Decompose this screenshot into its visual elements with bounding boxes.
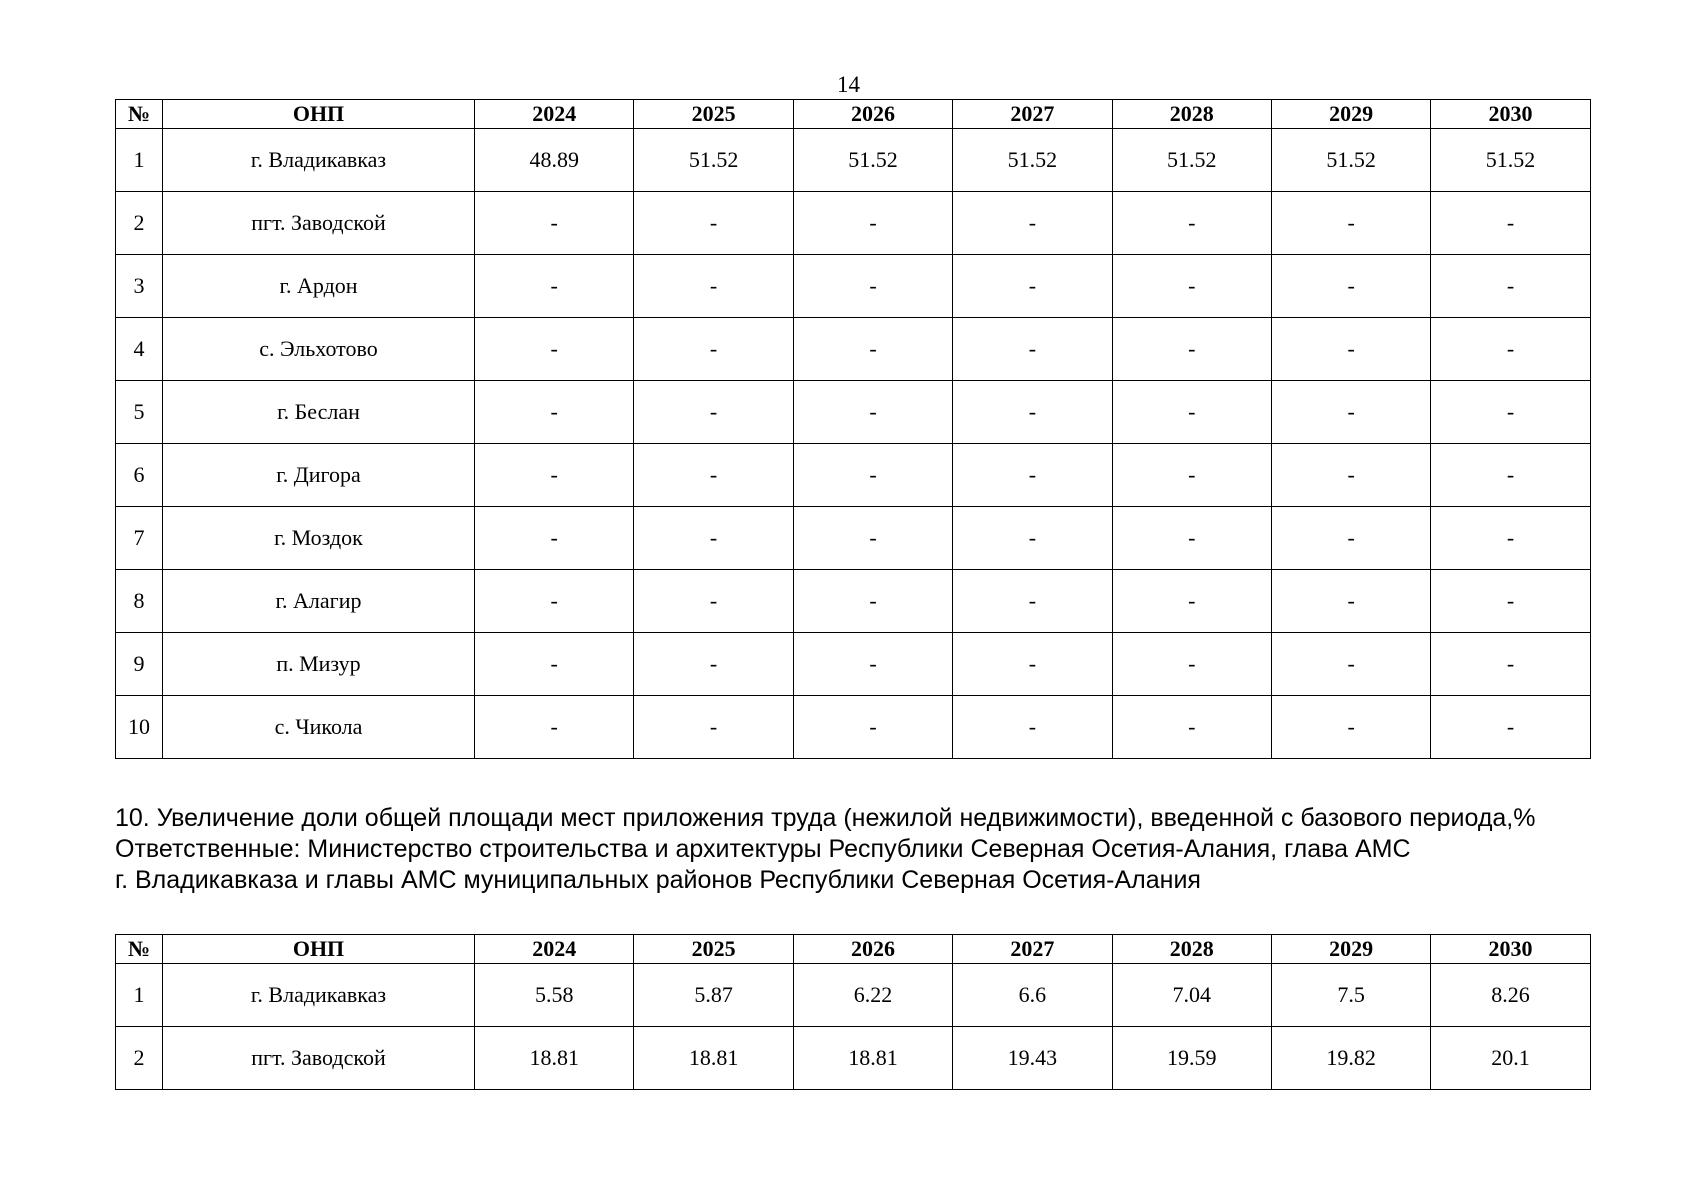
header-col-settlement: ОНП — [163, 935, 475, 964]
table-row — [116, 444, 1591, 507]
cell-col-year: - — [1271, 255, 1430, 318]
cell-col-year: - — [634, 696, 793, 759]
header-col-year: 2029 — [1271, 935, 1430, 964]
cell-col-year: - — [1112, 633, 1271, 696]
cell-col-year: 51.52 — [793, 129, 952, 192]
indicator-title: 10. Увеличение доли общей площади мест приложения труда (нежилой недвижимости), введенной с базового периода,% — [115, 804, 1536, 832]
cell-col-year: - — [1271, 633, 1430, 696]
cell-col-year: - — [1112, 570, 1271, 633]
cell-col-settlement: г. Ардон — [163, 255, 475, 318]
cell-col-year: 6.22 — [793, 964, 952, 1027]
header-col-year: 2030 — [1431, 100, 1590, 129]
cell-col-settlement: г. Владикавказ — [163, 129, 475, 192]
cell-col-year: - — [953, 381, 1112, 444]
cell-col-year: - — [634, 255, 793, 318]
cell-col-year: - — [953, 633, 1112, 696]
cell-col-number: 5 — [116, 381, 163, 444]
header-col-number: № — [116, 935, 163, 964]
indicator-table-10 — [115, 934, 1591, 1090]
cell-col-year: - — [634, 633, 793, 696]
cell-col-year: 5.58 — [475, 964, 634, 1027]
cell-col-year: 19.43 — [953, 1027, 1112, 1090]
cell-col-number: 6 — [116, 444, 163, 507]
cell-col-year: - — [793, 318, 952, 381]
cell-col-year: - — [634, 192, 793, 255]
cell-col-year: - — [1112, 507, 1271, 570]
cell-col-year: - — [793, 381, 952, 444]
table-row — [116, 633, 1591, 696]
header-col-year: 2025 — [634, 100, 793, 129]
table-row — [116, 192, 1591, 255]
cell-col-year: - — [475, 318, 634, 381]
cell-col-year: - — [475, 507, 634, 570]
table-row — [116, 318, 1591, 381]
cell-col-year: - — [475, 633, 634, 696]
cell-col-settlement: г. Алагир — [163, 570, 475, 633]
header-col-year: 2026 — [793, 935, 952, 964]
cell-col-year: - — [1271, 507, 1430, 570]
table-header-row — [116, 935, 1591, 964]
table-header-row — [116, 100, 1591, 129]
cell-col-number: 2 — [116, 1027, 163, 1090]
header-col-year: 2027 — [953, 100, 1112, 129]
table-row — [116, 1027, 1591, 1090]
cell-col-year: - — [634, 570, 793, 633]
cell-col-year: - — [1271, 381, 1430, 444]
cell-col-number: 4 — [116, 318, 163, 381]
cell-col-year: - — [953, 507, 1112, 570]
cell-col-year: - — [634, 444, 793, 507]
cell-col-settlement: г. Дигора — [163, 444, 475, 507]
cell-col-year: - — [634, 318, 793, 381]
cell-col-year: 18.81 — [793, 1027, 952, 1090]
cell-col-year: - — [1112, 444, 1271, 507]
cell-col-settlement: г. Владикавказ — [163, 964, 475, 1027]
cell-col-settlement: г. Беслан — [163, 381, 475, 444]
cell-col-year: - — [1112, 696, 1271, 759]
responsible-line-1: Ответственные: Министерство строительства и архитектуры Республики Северная Осетия-Алания, глава АМС — [115, 835, 1411, 863]
cell-col-year: 51.52 — [634, 129, 793, 192]
cell-col-year: - — [1431, 444, 1590, 507]
cell-col-number: 1 — [116, 129, 163, 192]
cell-col-year: - — [953, 696, 1112, 759]
cell-col-year: - — [1431, 381, 1590, 444]
cell-col-number: 10 — [116, 696, 163, 759]
header-col-number: № — [116, 100, 163, 129]
cell-col-year: 51.52 — [953, 129, 1112, 192]
table-row — [116, 964, 1591, 1027]
cell-col-year: - — [1112, 192, 1271, 255]
cell-col-year: - — [1112, 318, 1271, 381]
cell-col-year: - — [1112, 255, 1271, 318]
cell-col-settlement: п. Мизур — [163, 633, 475, 696]
cell-col-year: - — [1431, 507, 1590, 570]
header-col-year: 2027 — [953, 935, 1112, 964]
cell-col-year: - — [953, 192, 1112, 255]
cell-col-year: - — [793, 633, 952, 696]
cell-col-settlement: с. Чикола — [163, 696, 475, 759]
header-col-year: 2028 — [1112, 100, 1271, 129]
indicator-table-9 — [115, 99, 1591, 759]
table-row — [116, 507, 1591, 570]
cell-col-number: 3 — [116, 255, 163, 318]
cell-col-year: - — [1431, 318, 1590, 381]
cell-col-year: - — [953, 444, 1112, 507]
cell-col-year: 7.04 — [1112, 964, 1271, 1027]
responsible-line-2: г. Владикавказа и главы АМС муниципальных районов Республики Северная Осетия-Алания — [115, 866, 1201, 894]
cell-col-settlement: г. Моздок — [163, 507, 475, 570]
cell-col-year: - — [475, 192, 634, 255]
cell-col-year: - — [793, 507, 952, 570]
cell-col-year: - — [953, 570, 1112, 633]
header-col-year: 2024 — [475, 100, 634, 129]
cell-col-year: - — [1271, 570, 1430, 633]
cell-col-number: 2 — [116, 192, 163, 255]
cell-col-year: - — [1431, 633, 1590, 696]
cell-col-year: 18.81 — [634, 1027, 793, 1090]
cell-col-year: - — [475, 255, 634, 318]
cell-col-year: - — [1431, 192, 1590, 255]
cell-col-year: - — [1271, 318, 1430, 381]
cell-col-settlement: с. Эльхотово — [163, 318, 475, 381]
cell-col-year: - — [475, 696, 634, 759]
cell-col-year: 51.52 — [1112, 129, 1271, 192]
cell-col-year: - — [1431, 570, 1590, 633]
cell-col-year: - — [953, 255, 1112, 318]
cell-col-year: 19.82 — [1271, 1027, 1430, 1090]
cell-col-year: 8.26 — [1431, 964, 1590, 1027]
cell-col-year: - — [1271, 192, 1430, 255]
cell-col-year: - — [793, 192, 952, 255]
cell-col-settlement: пгт. Заводской — [163, 1027, 475, 1090]
cell-col-year: 18.81 — [475, 1027, 634, 1090]
header-col-year: 2025 — [634, 935, 793, 964]
section-10-heading — [115, 803, 1595, 896]
table-row — [116, 255, 1591, 318]
cell-col-year: 6.6 — [953, 964, 1112, 1027]
cell-col-number: 1 — [116, 964, 163, 1027]
header-col-year: 2028 — [1112, 935, 1271, 964]
header-col-year: 2029 — [1271, 100, 1430, 129]
cell-col-year: 20.1 — [1431, 1027, 1590, 1090]
table-row — [116, 129, 1591, 192]
cell-col-year: - — [793, 570, 952, 633]
table-row — [116, 696, 1591, 759]
cell-col-year: - — [793, 255, 952, 318]
cell-col-year: - — [1271, 444, 1430, 507]
cell-col-settlement: пгт. Заводской — [163, 192, 475, 255]
page-number: 14 — [837, 72, 860, 97]
header-col-year: 2030 — [1431, 935, 1590, 964]
table-row — [116, 570, 1591, 633]
cell-col-year: - — [793, 444, 952, 507]
cell-col-year: 51.52 — [1271, 129, 1430, 192]
cell-col-year: - — [475, 570, 634, 633]
cell-col-year: 5.87 — [634, 964, 793, 1027]
cell-col-year: - — [475, 381, 634, 444]
cell-col-year: 48.89 — [475, 129, 634, 192]
cell-col-year: - — [1431, 255, 1590, 318]
cell-col-number: 9 — [116, 633, 163, 696]
cell-col-year: - — [1112, 381, 1271, 444]
cell-col-year: 19.59 — [1112, 1027, 1271, 1090]
cell-col-year: - — [634, 381, 793, 444]
cell-col-year: - — [1271, 696, 1430, 759]
header-col-settlement: ОНП — [163, 100, 475, 129]
cell-col-year: - — [953, 318, 1112, 381]
table-row — [116, 381, 1591, 444]
cell-col-year: - — [475, 444, 634, 507]
cell-col-year: - — [634, 507, 793, 570]
cell-col-year: - — [1431, 696, 1590, 759]
cell-col-number: 8 — [116, 570, 163, 633]
cell-col-year: 7.5 — [1271, 964, 1430, 1027]
cell-col-year: 51.52 — [1431, 129, 1590, 192]
header-col-year: 2024 — [475, 935, 634, 964]
cell-col-year: - — [793, 696, 952, 759]
cell-col-number: 7 — [116, 507, 163, 570]
header-col-year: 2026 — [793, 100, 952, 129]
